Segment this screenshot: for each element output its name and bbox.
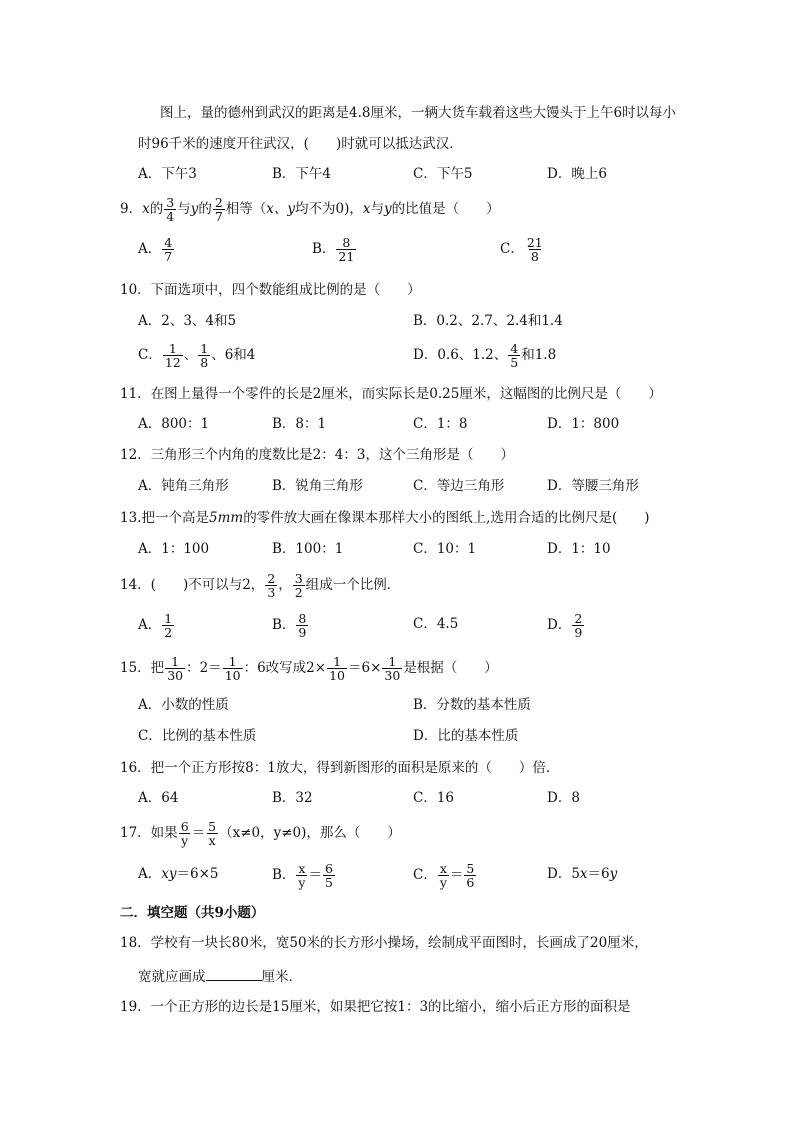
q16-stem: 16．把一个正方形按8：1放大，得到新图形的面积是原来的（ ）倍． (120, 760, 560, 776)
q14-option-a: A． $\frac{1}{2}$ (138, 611, 173, 640)
q11-option-c: C．1：8 (413, 416, 468, 432)
q13-option-a: A．1：100 (138, 541, 210, 557)
fraction: $\frac{1}{2}$ (164, 611, 173, 640)
fraction: $\frac{1}{8}$ (200, 341, 209, 370)
q12-option-a: A．钝角三角形 (138, 478, 229, 494)
q17-stem: 17．如果 $\frac{6}{y}$ ＝ $\frac{5}{x}$ （x≠0，y≠0)，那么（ ） (120, 819, 401, 848)
section-heading-fill-blank: 二．填空题（共9小题） (120, 905, 265, 921)
q10-option-a: A．2、3、4和5 (138, 313, 237, 329)
q14-option-b: B． $\frac{8}{9}$ (272, 611, 307, 640)
q8-option-c: C．下午5 (413, 166, 473, 182)
fraction: $\frac{6}{y}$ (180, 819, 189, 848)
q17-option-a: A．xy＝6×5 (138, 866, 219, 882)
fraction: $\frac{4}{5}$ (510, 341, 519, 370)
q14-option-c: C．4.5 (413, 616, 459, 632)
q16-option-d: D．8 (547, 790, 580, 806)
q16-option-c: C．16 (413, 790, 455, 806)
q11-stem: 11．在图上量得一个零件的长是2厘米，而实际长是0.25厘米，这幅图的比例尺是（ ） (120, 386, 662, 402)
q16-option-a: A．64 (138, 790, 179, 806)
q10-option-d: D．0.6、1.2、 $\frac{4}{5}$ 和1.8 (413, 341, 557, 370)
fraction: $\frac{1}{10}$ (329, 654, 345, 683)
fraction: $\frac{1}{12}$ (164, 341, 181, 370)
q9-option-b: B． $\frac{8}{21}$ (312, 235, 355, 264)
fraction: $\frac{3}{2}$ (294, 571, 303, 600)
fraction: $\frac{8}{21}$ (338, 235, 355, 264)
fraction: $\frac{5}{x}$ (208, 819, 217, 848)
q11-option-b: B．8：1 (272, 416, 327, 432)
q18-line1: 18．学校有一块长80米，宽50米的长方形小操场，绘制成平面图时，长画成了20厘米， (120, 935, 648, 951)
q8-line1: 图上，量的德州到武汉的距离是4.8厘米，一辆大货车载着这些大馒头于上午6时以每小 (160, 105, 677, 121)
q12-option-b: B．锐角三角形 (272, 478, 363, 494)
q8-option-b: B．下午4 (272, 166, 332, 182)
q11-option-d: D．1：800 (547, 416, 620, 432)
fraction: $\frac{2}{9}$ (574, 611, 583, 640)
q8-line2: 时96千米的速度开往武汉，( )时就可以抵达武汉． (138, 136, 463, 152)
q9-option-c: C． $\frac{21}{8}$ (500, 235, 543, 264)
q9-stem: 9．x的 $\frac{3}{4}$ 与y的 $\frac{2}{7}$ 相等（x、y均不为0)，x与y的比值是（ ） (120, 195, 500, 224)
fraction: $\frac{6}{5}$ (324, 861, 333, 890)
q10-option-c: C． $\frac{1}{12}$ 、 $\frac{1}{8}$ 、6和4 (138, 341, 256, 370)
fraction: $\frac{x}{y}$ (439, 861, 447, 890)
q15-option-b: B．分数的基本性质 (413, 697, 531, 713)
q8-option-d: D．晚上6 (547, 166, 607, 182)
q13-stem: 13.把一个高是5mm的零件放大画在像课本那样大小的图纸上,选用合适的比例尺是( ) (120, 510, 650, 526)
q12-option-c: C．等边三角形 (413, 478, 505, 494)
q11-option-a: A．800：1 (138, 416, 210, 432)
q10-stem: 10．下面选项中，四个数能组成比例的是（ ） (120, 282, 421, 298)
q15-stem: 15．把 $\frac{1}{30}$ ：2＝ $\frac{1}{10}$ ：6改写成2× $\frac{1}{10}$ ＝6× $\frac{1}{30}$ 是根据（ ） (120, 654, 498, 683)
fraction: $\frac{2}{3}$ (267, 571, 276, 600)
q13-option-b: B．100：1 (272, 541, 344, 557)
q8-option-a: A．下午3 (138, 166, 197, 182)
fraction: $\frac{21}{8}$ (526, 235, 543, 264)
q9-option-a: A． $\frac{4}{7}$ (138, 235, 173, 264)
q18-line2: 宽就应画成 厘米． (138, 966, 302, 987)
q17-option-b: B． $\frac{x}{y}$ ＝ $\frac{6}{5}$ (272, 861, 333, 890)
fraction: $\frac{1}{30}$ (384, 654, 401, 683)
fraction: $\frac{1}{10}$ (224, 654, 241, 683)
q12-stem: 12．三角形三个内角的度数比是2：4：3，这个三角形是（ ） (120, 447, 514, 463)
q13-option-c: C．10：1 (413, 541, 477, 557)
q17-option-c: C． $\frac{x}{y}$ ＝ $\frac{5}{6}$ (413, 861, 475, 890)
q16-option-b: B．32 (272, 790, 313, 806)
fraction: $\frac{3}{4}$ (166, 195, 175, 224)
fraction: $\frac{5}{6}$ (466, 861, 475, 890)
q14-option-d: D． $\frac{2}{9}$ (547, 611, 583, 640)
q14-stem: 14．( )不可以与2， $\frac{2}{3}$ ， $\frac{3}{2}$ 组成一个比例． (120, 571, 401, 600)
q9-number: 9． (120, 201, 143, 217)
q19-line1: 19．一个正方形的边长是15厘米，如果把它按1：3的比缩小，缩小后正方形的面积是 (120, 999, 631, 1015)
fraction: $\frac{4}{7}$ (164, 235, 173, 264)
q12-option-d: D．等腰三角形 (547, 478, 639, 494)
q10-option-b: B．0.2、2.7、2.4和1.4 (413, 313, 563, 329)
q15-option-a: A．小数的性质 (138, 697, 229, 713)
fraction: $\frac{8}{9}$ (298, 611, 307, 640)
q15-option-d: D．比的基本性质 (413, 728, 519, 744)
answer-blank[interactable] (206, 966, 262, 981)
fraction: $\frac{1}{30}$ (167, 654, 184, 683)
q17-option-d: D．5x＝6y (547, 866, 618, 882)
fraction: $\frac{x}{y}$ (298, 861, 306, 890)
q13-option-d: D．1：10 (547, 541, 611, 557)
fraction: $\frac{2}{7}$ (214, 195, 223, 224)
q15-option-c: C．比例的基本性质 (138, 728, 257, 744)
